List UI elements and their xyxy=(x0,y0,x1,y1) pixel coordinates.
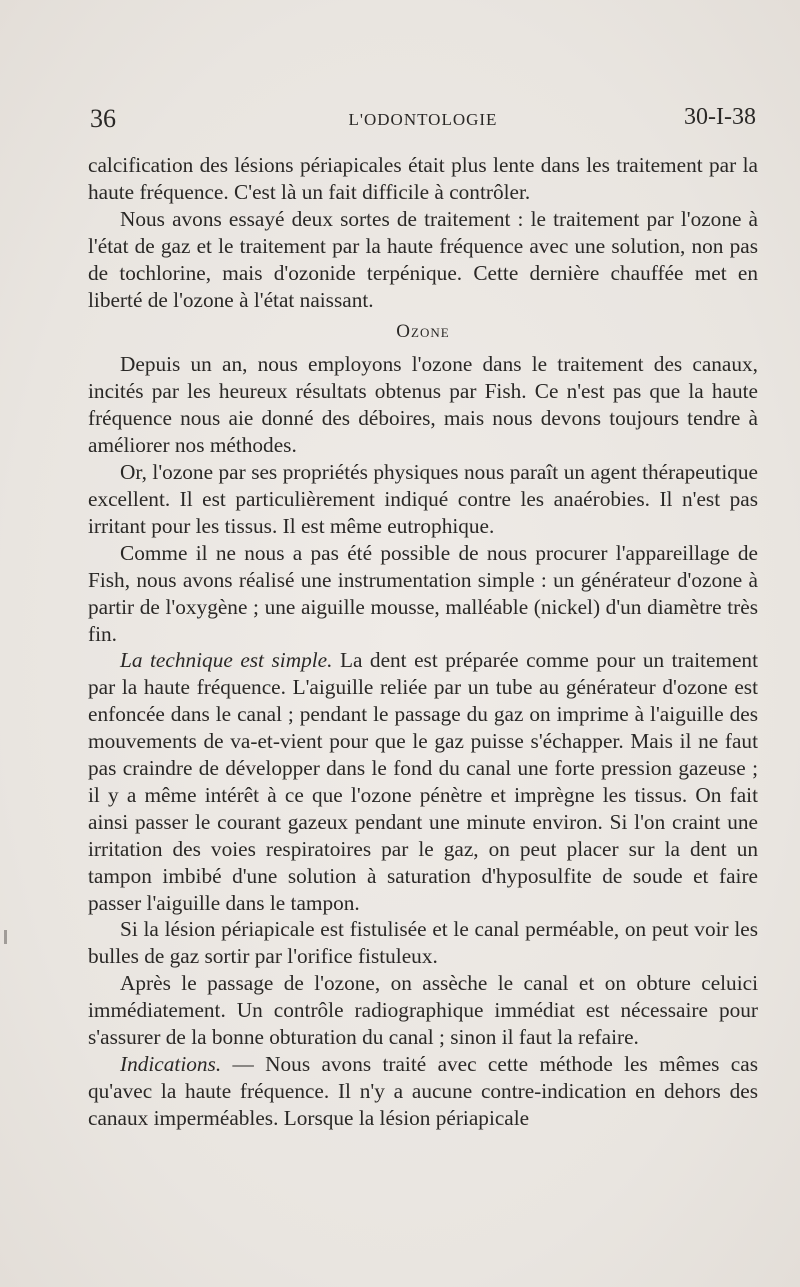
paragraph-lead: Indications. xyxy=(120,1052,222,1076)
running-title: L'ODONTOLOGIE xyxy=(348,110,498,129)
paragraph: Depuis un an, nous employons l'ozone dans le traitement des canaux, incités par les heureux résultats obtenus par Fish. Ce n'est pas que la haute fréquence nous aie donné des déboires, mais nous devons toujours tendre à améliorer nos méthodes. xyxy=(88,352,758,458)
paragraph xyxy=(88,647,758,916)
paragraph: calcification des lésions périapicales était plus lente dans les traitement par la haute fréquence. C'est là un fait difficile à contrôler. xyxy=(88,153,758,204)
margin-mark xyxy=(4,930,7,944)
page-header xyxy=(90,104,756,140)
paragraph xyxy=(88,1051,758,1132)
paragraph: Comme il ne nous a pas été possible de nous procurer l'appareillage de Fish, nous avons réalisé une instrumentation simple : un générateur d'ozone à partir de l'oxygène ; une aiguille mousse, malléable (nickel) d'un diamètre très fin. xyxy=(88,540,758,646)
paragraph-text: — Nous avons traité avec cette méthode les mêmes cas qu'avec la haute fréquence. Il n'y a aucune contre-indication en dehors des canaux imperméables. Lorsque la lésion périapicale xyxy=(88,1052,758,1130)
paragraph: Si la lésion périapicale est fistulisée et le canal perméable, on peut voir les bulles de gaz sortir par l'orifice fistuleux. xyxy=(88,917,758,969)
paragraph-lead: La technique est simple. xyxy=(120,648,333,673)
page-number: 36 xyxy=(90,104,116,133)
issue-date: 30-I-38 xyxy=(684,104,756,130)
body-text xyxy=(88,152,758,1132)
paragraph: Après le passage de l'ozone, on assèche le canal et on obture celuici immédiatement. Un contrôle radiographique immédiat est nécessaire pour s'assurer de la bonne obturation du canal ; sinon il faut la refaire. xyxy=(88,971,758,1050)
paragraph: Nous avons essayé deux sortes de traitement : le traitement par l'ozone à l'état de gaz et le traitement par la haute fréquence avec une solution, non pas de tochlorine, mais d'ozonide terpénique. Cette dernière chauffée met en liberté de l'ozone à l'état naissant. xyxy=(88,206,758,312)
paragraph: Or, l'ozone par ses propriétés physiques nous paraît un agent thérapeutique excellent. Il est particulièrement indiqué contre les anaérobies. Il n'est pas irritant pour les tissus. Il est même eutrophique. xyxy=(88,460,758,538)
section-title: Ozone xyxy=(396,321,450,343)
paragraph-text: La dent est préparée comme pour un traitement par la haute fréquence. L'aiguille reliée par un tube au générateur d'ozone est enfoncée dans le canal ; pendant le passage du gaz on imprime à l'aiguille des mouvements de va-et-vient pour que le gaz puisse s'échapper. Mais il ne faut pas craindre de développer dans le fond du canal une forte pression gazeuse ; il y a même intérêt à ce que l'ozone pénètre et imprègne les tissus. On fait ainsi passer le courant gazeux pendant une minute environ. Si l'on craint une irritation des voies respiratoires par le gaz, on peut placer sur la dent un tampon imbibé d'une solution à saturation d'hyposulfite de soude et faire passer l'aiguille dans le tampon. xyxy=(88,648,758,915)
